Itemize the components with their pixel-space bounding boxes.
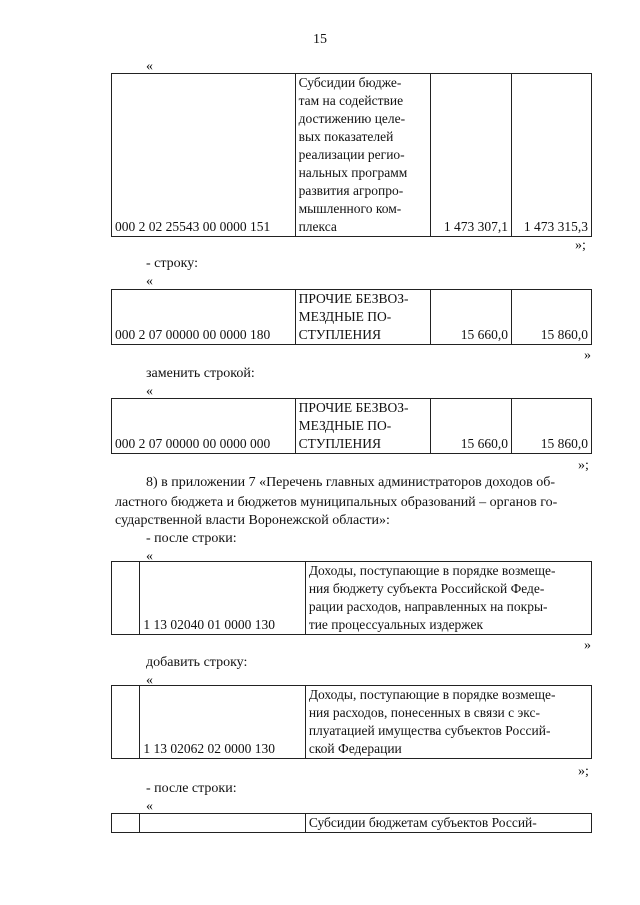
value-cell-2: 15 860,0 — [511, 399, 591, 454]
open-quote: « — [146, 549, 153, 564]
value-cell-2: 15 860,0 — [511, 290, 591, 345]
budget-code-cell: 000 2 07 00000 00 0000 180 — [112, 290, 296, 345]
label-posle-2: - после строки: — [146, 781, 237, 796]
income-name-cell: Субсидии бюджетам субъектов Россий- — [305, 814, 591, 833]
label-zamenit: заменить строкой: — [146, 366, 255, 381]
table-2 — [111, 289, 592, 345]
paragraph-8-line-2: ластного бюджета и бюджетов муниципальных образований – органов го- — [115, 495, 558, 510]
income-code-cell: 1 13 02062 02 0000 130 — [140, 686, 305, 759]
table-5 — [111, 685, 592, 759]
budget-code-cell: 000 2 02 25543 00 0000 151 — [112, 74, 296, 237]
label-stroku: - строку: — [146, 256, 198, 271]
close-quote: »; — [578, 764, 589, 779]
close-quote: »; — [578, 458, 589, 473]
table-1 — [111, 73, 592, 237]
close-quote: » — [584, 638, 591, 653]
open-quote: « — [146, 799, 153, 814]
page-number: 15 — [313, 32, 327, 47]
income-name-cell: Субсидии бюдже- там на содействие достижению целе- вых показателей реализации регио- нальных программ развития агропро- мышленного ком- плекса — [295, 74, 430, 237]
admin-code-cell — [112, 686, 140, 759]
label-dobavit: добавить строку: — [146, 655, 248, 670]
admin-code-cell — [112, 814, 140, 833]
income-name-cell: ПРОЧИЕ БЕЗВОЗ- МЕЗДНЫЕ ПО- СТУПЛЕНИЯ — [295, 290, 430, 345]
label-posle-1: - после строки: — [146, 531, 237, 546]
open-quote: « — [146, 59, 153, 74]
table-6 — [111, 813, 592, 833]
close-quote: »; — [575, 238, 586, 253]
value-cell-1: 15 660,0 — [430, 399, 511, 454]
table-3 — [111, 398, 592, 454]
table-4 — [111, 561, 592, 635]
open-quote: « — [146, 384, 153, 399]
budget-code-cell: 000 2 07 00000 00 0000 000 — [112, 399, 296, 454]
close-quote: » — [584, 348, 591, 363]
value-cell-2: 1 473 315,3 — [511, 74, 591, 237]
value-cell-1: 15 660,0 — [430, 290, 511, 345]
income-code-cell: 1 13 02040 01 0000 130 — [140, 562, 305, 635]
income-name-cell: Доходы, поступающие в порядке возмеще- ния бюджету субъекта Российской Федe- рации расходов, направленных на покры- тие процессуальных издержек — [305, 562, 591, 635]
paragraph-8-line-1: 8) в приложении 7 «Перечень главных администраторов доходов об- — [146, 475, 556, 490]
value-cell-1: 1 473 307,1 — [430, 74, 511, 237]
income-code-cell — [140, 814, 305, 833]
paragraph-8-line-3: сударственной власти Воронежской области»: — [115, 513, 390, 528]
admin-code-cell — [112, 562, 140, 635]
open-quote: « — [146, 274, 153, 289]
income-name-cell: Доходы, поступающие в порядке возмеще- ния расходов, понесенных в связи с экс- плуатацией имущества субъектов Россий- ской Федерации — [305, 686, 591, 759]
open-quote: « — [146, 673, 153, 688]
income-name-cell: ПРОЧИЕ БЕЗВОЗ- МЕЗДНЫЕ ПО- СТУПЛЕНИЯ — [295, 399, 430, 454]
